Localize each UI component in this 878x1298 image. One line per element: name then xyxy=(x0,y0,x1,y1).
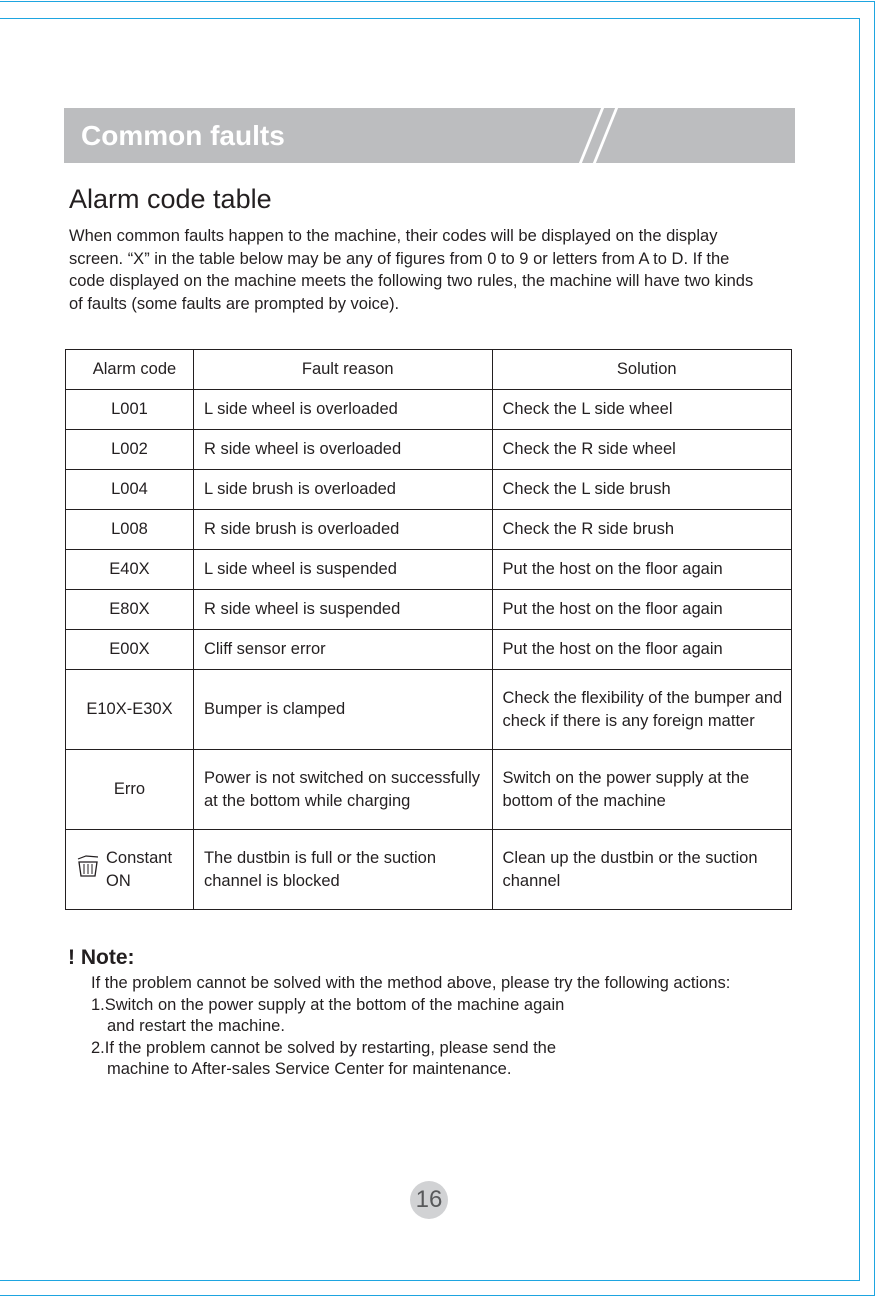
solution: Check the R side brush xyxy=(492,510,792,550)
note-body xyxy=(91,973,731,1081)
solution: Check the R side wheel xyxy=(492,430,792,470)
alarm-code: Erro xyxy=(66,750,194,830)
solution: Put the host on the floor again xyxy=(492,550,792,590)
solution: Clean up the dustbin or the suction channel xyxy=(492,830,792,910)
fault-reason: The dustbin is full or the suction channel is blocked xyxy=(193,830,492,910)
intro-paragraph: When common faults happen to the machine, their codes will be displayed on the display screen. “X” in the table below may be any of figures from 0 to 9 or letters from A to D. If the code displayed on the machine meets the following two rules, the machine will have two kinds of faults (some faults are prompted by voice). xyxy=(69,227,754,313)
table-row xyxy=(66,590,792,630)
table-row xyxy=(66,830,792,910)
table-row xyxy=(66,550,792,590)
fault-reason: L side wheel is overloaded xyxy=(193,390,492,430)
section-banner xyxy=(64,108,795,163)
alarm-code xyxy=(66,830,194,910)
alarm-code: E00X xyxy=(66,630,194,670)
fault-reason: R side brush is overloaded xyxy=(193,510,492,550)
alarm-code: E80X xyxy=(66,590,194,630)
table-row xyxy=(66,630,792,670)
note-item: 2.If the problem cannot be solved by restarting, please send the xyxy=(91,1038,557,1057)
fault-reason: Power is not switched on successfully at the bottom while charging xyxy=(193,750,492,830)
note-heading: ! Note: xyxy=(68,946,135,969)
header-fault-reason: Fault reason xyxy=(193,350,492,390)
table-row xyxy=(66,750,792,830)
table-row xyxy=(66,670,792,750)
fault-reason: Cliff sensor error xyxy=(193,630,492,670)
solution: Check the L side wheel xyxy=(492,390,792,430)
fault-reason: L side wheel is suspended xyxy=(193,550,492,590)
section-title: Alarm code table xyxy=(69,184,272,214)
solution: Switch on the power supply at the bottom of the machine xyxy=(492,750,792,830)
alarm-code-text: Constant ON xyxy=(106,848,173,890)
page-number: 16 xyxy=(410,1181,448,1219)
note-lead: If the problem cannot be solved with the method above, please try the following actions: xyxy=(91,974,731,992)
alarm-code: E40X xyxy=(66,550,194,590)
fault-reason: Bumper is clamped xyxy=(193,670,492,750)
alarm-code-table xyxy=(65,349,792,910)
alarm-code: E10X-E30X xyxy=(66,670,194,750)
fault-reason: L side brush is overloaded xyxy=(193,470,492,510)
dustbin-icon xyxy=(76,853,100,886)
note-item: machine to After-sales Service Center for maintenance. xyxy=(107,1060,512,1078)
fault-reason: R side wheel is overloaded xyxy=(193,430,492,470)
note-item: and restart the machine. xyxy=(107,1017,285,1035)
alarm-code: L004 xyxy=(66,470,194,510)
solution: Check the L side brush xyxy=(492,470,792,510)
solution: Put the host on the floor again xyxy=(492,590,792,630)
banner-title: Common faults xyxy=(81,120,285,151)
table-row xyxy=(66,390,792,430)
alarm-code: L002 xyxy=(66,430,194,470)
banner-slash-decoration xyxy=(589,108,620,163)
fault-reason: R side wheel is suspended xyxy=(193,590,492,630)
note-item: 1.Switch on the power supply at the bottom of the machine again xyxy=(91,995,565,1014)
solution: Put the host on the floor again xyxy=(492,630,792,670)
alarm-code: L001 xyxy=(66,390,194,430)
solution: Check the flexibility of the bumper and check if there is any foreign matter xyxy=(492,670,792,750)
table-row xyxy=(66,430,792,470)
table-row xyxy=(66,510,792,550)
header-alarm-code: Alarm code xyxy=(66,350,194,390)
alarm-code: L008 xyxy=(66,510,194,550)
banner-slash-decoration xyxy=(575,108,606,163)
header-solution: Solution xyxy=(492,350,792,390)
table-row xyxy=(66,470,792,510)
